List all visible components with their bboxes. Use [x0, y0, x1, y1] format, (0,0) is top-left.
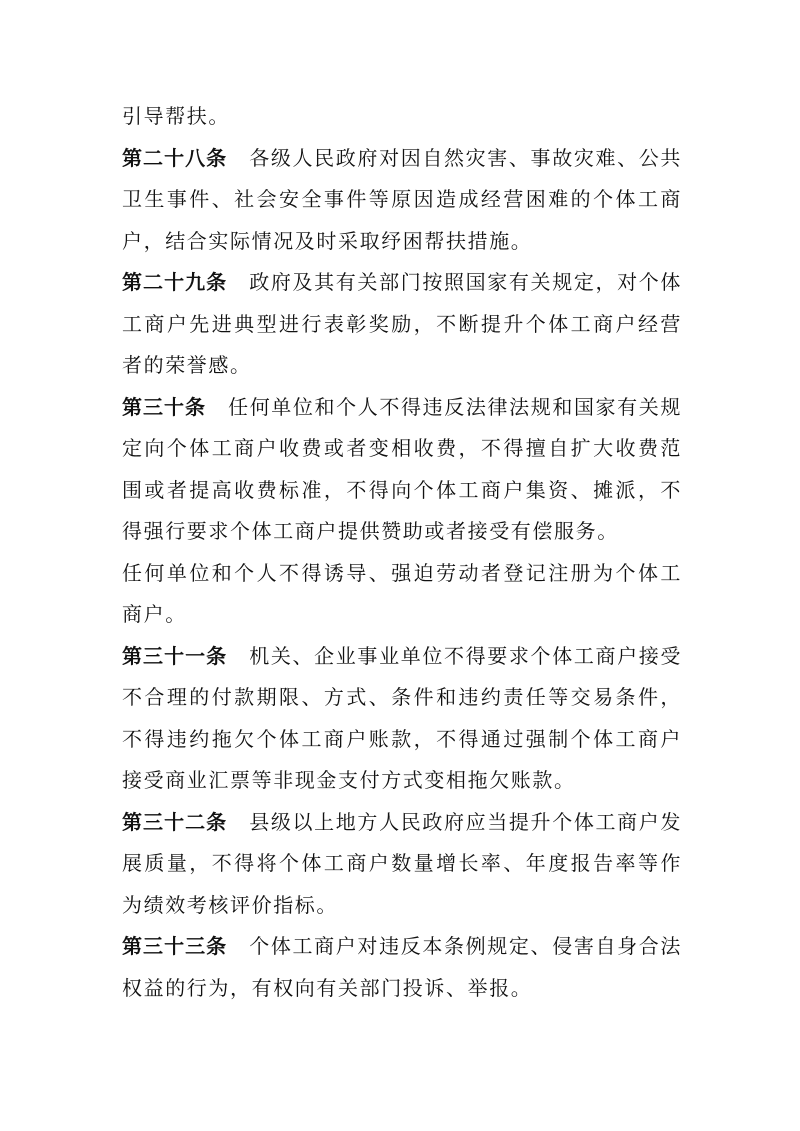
- article-text: 政府及其有关部门按照国家有关规定，对个体工商户先进典型进行表彰奖励，不断提升个体工商户经营者的荣誉感。: [122, 270, 683, 377]
- article-30: [122, 387, 682, 553]
- paragraph-text: 任何单位和个人不得诱导、强迫劳动者登记注册为个体工商户。: [122, 560, 682, 626]
- article-32: [122, 802, 682, 927]
- article-number: 第三十一条: [122, 643, 228, 668]
- article-text: 机关、企业事业单位不得要求个体工商户接受不合理的付款期限、方式、条件和违约责任等交易条件，不得违约拖欠个体工商户账款，不得通过强制个体工商户接受商业汇票等非现金支付方式变相拖欠账款。: [122, 643, 683, 792]
- article-28: [122, 138, 682, 263]
- article-number: 第三十三条: [122, 934, 228, 958]
- article-31: [122, 636, 682, 802]
- article-number: 第三十条: [122, 394, 207, 419]
- article-text: 县级以上地方人民政府应当提升个体工商户发展质量，不得将个体工商户数量增长率、年度报告率等作为绩效考核评价指标。: [122, 809, 683, 917]
- article-number: 第二十八条: [122, 145, 228, 170]
- article-text: 任何单位和个人不得违反法律法规和国家有关规定向个体工商户收费或者变相收费，不得擅自扩大收费范围或者提高收费标准，不得向个体工商户集资、摊派，不得强行要求个体工商户提供赞助或者接受有偿服务。: [122, 394, 683, 543]
- document-page: [122, 96, 682, 1009]
- article-number: 第二十九条: [122, 270, 228, 294]
- paragraph-continuation: [122, 96, 682, 138]
- article-number: 第三十二条: [122, 809, 228, 834]
- article-29: [122, 262, 682, 387]
- article-text: 个体工商户对违反本条例规定、侵害自身合法权益的行为，有权向有关部门投诉、举报。: [122, 934, 683, 1000]
- article-33: [122, 926, 682, 1009]
- paragraph-text: 引导帮扶。: [122, 104, 230, 128]
- article-text: 各级人民政府对因自然灾害、事故灾难、公共卫生事件、社会安全事件等原因造成经营困难的个体工商户，结合实际情况及时采取纾困帮扶措施。: [122, 145, 683, 253]
- article-30-clause-2: [122, 553, 682, 636]
